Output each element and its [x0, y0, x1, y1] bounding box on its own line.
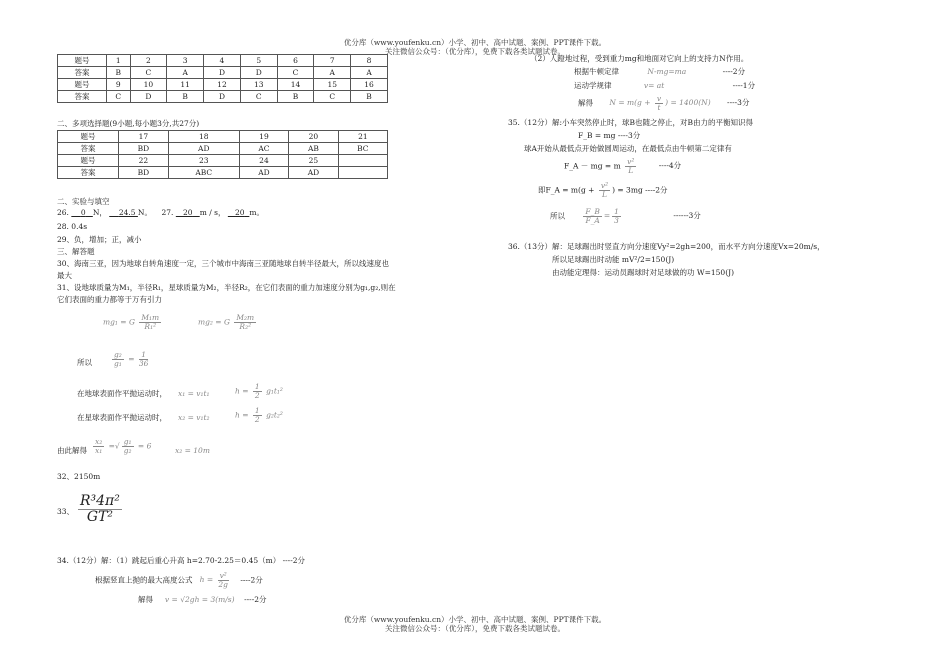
q36-line2: 所以足球踢出时动能 mV²/2=150(J): [552, 255, 675, 264]
solve-result-label: 由此解得: [57, 446, 87, 455]
table-cell: 10: [130, 79, 167, 91]
table-cell: B: [107, 67, 131, 79]
star-throw-label: 在星球表面作平抛运动时，: [77, 413, 167, 422]
q35-fa-result: 即F_A = m(g + $\frac{\text{v²}}{L}$ ) = 3mg ----2分: [538, 181, 668, 199]
table-cell: 20: [289, 131, 338, 143]
q26-unit2: N。: [137, 208, 152, 217]
table-cell: 24: [239, 155, 288, 167]
formula-g-ratio: $\frac{\text{g₂}}{\text{g₁}}$ = $\frac{1}{36}$: [114, 350, 149, 368]
q26-answer-b: 24.5: [118, 208, 136, 217]
q26-answer-a: 0: [80, 208, 86, 217]
table-row-header: 题号: [58, 79, 107, 91]
q26-27-line: [57, 208, 264, 217]
page-footer-line1: 优分库（www.youfenku.cn）小学、初中、高中试题、案例、PPT课件下载。: [343, 615, 607, 624]
table-cell: AD: [239, 167, 288, 179]
table-row: [58, 155, 388, 167]
table-cell: D: [130, 91, 167, 103]
q33-label: 33、: [57, 507, 75, 516]
table-cell: 19: [239, 131, 288, 143]
page-header-line2: 关注微信公众号：（优分库），免费下载各类试题试卷。: [385, 47, 565, 56]
table-cell: 4: [204, 55, 241, 67]
table-row: [58, 79, 388, 91]
table-cell: B: [167, 91, 204, 103]
table-cell: 17: [119, 131, 169, 143]
q30-line1: 30、海南三亚，因为地球自转角速度一定，三个城市中海南三亚随地球自转半径最大，所以线速度也: [57, 259, 390, 268]
formula-x-ratio: $\frac{\text{x₂}}{\text{x₁}}$ =√ $\frac{\text{g₁}}{\text{g₂}}$ = 6: [95, 437, 152, 455]
formula-mg1: mg₁ = G $\frac{\text{M₁m}}{\text{R₁²}}$: [103, 313, 160, 331]
star-h-formula: h = $\frac{1}{2}$ g₂t₂²: [235, 406, 283, 424]
q26-unit1: N，: [92, 208, 107, 217]
table-row: [58, 143, 388, 155]
table-cell: D: [240, 67, 277, 79]
table-cell: 1: [107, 55, 131, 67]
q35-fb: F_B = mg ----3分: [578, 131, 641, 140]
q35-line2: 球A开始从最低点开始做圆周运动，在最低点由牛顿第二定律有: [524, 144, 732, 153]
table-cell: 9: [107, 79, 131, 91]
star-x-formula: x₂ = v₁t₂: [178, 413, 210, 422]
q27-answer-b: 20: [235, 208, 245, 217]
table-row-header: 题号: [58, 131, 119, 143]
table-cell: [338, 155, 387, 167]
table-cell: 12: [204, 79, 241, 91]
q32-answer: 32、2150m: [57, 472, 101, 481]
so-label: 所以: [77, 358, 92, 367]
earth-throw-label: 在地球表面作平抛运动时，: [77, 389, 167, 398]
formula-mg2: mg₂ = G $\frac{\text{M₂m}}{\text{R₂²}}$: [198, 313, 255, 331]
table-row-header: 题号: [58, 55, 107, 67]
table-cell: 23: [168, 155, 239, 167]
table-cell: AD: [168, 143, 239, 155]
table-cell: AC: [239, 143, 288, 155]
table-cell: A: [351, 67, 388, 79]
newton-law-line: 根据牛顿定律 N-mg=ma ----2分: [574, 67, 746, 76]
q35-ratio: 所以 $\frac{F\_B}{F\_A}$ = $\frac{1}{3}$ ------3分: [550, 207, 701, 225]
q35-line1: 35.（12分）解:小车突然停止时，球B也随之停止，对B由力的平衡知识得: [508, 118, 754, 127]
formula-x2: x₂ = 10m: [175, 446, 210, 455]
q27-unit2: m。: [249, 208, 264, 217]
table-row-header: 答案: [58, 91, 107, 103]
q34-line3: 解得 v = √2gh = 3(m/s) ----2分: [138, 595, 267, 604]
table-cell: 5: [240, 55, 277, 67]
table-cell: AB: [289, 143, 338, 155]
table-cell: 3: [167, 55, 204, 67]
q36-line1: 36.（13分）解：足球踢出时竖直方向分速度Vy²=2gh=200，而水平方向分速度Vx=20m/s，: [508, 242, 825, 251]
table-cell: 13: [240, 79, 277, 91]
q27-unit1: m / s，: [199, 208, 226, 217]
q34-line2: 根据竖直上抛的最大高度公式 h = $\frac{\text{v²}}{2g}$ ----2分: [95, 571, 263, 589]
table-cell: 15: [314, 79, 351, 91]
solve-n-line: 解得 N = m(g + $\frac{v}{t}$ ) = 1400(N) ----3分: [578, 94, 750, 112]
q29-answer: 29、负，增加；正，减小: [57, 235, 142, 244]
table-row: [58, 131, 388, 143]
experiment-title: 二、实验与填空: [57, 197, 110, 206]
table-cell: 16: [351, 79, 388, 91]
table-cell: B: [277, 91, 314, 103]
table-cell: C: [130, 67, 167, 79]
table-cell: AD: [289, 167, 338, 179]
q27-label: 27.: [161, 208, 174, 217]
multi-choice-answer-table: [57, 130, 388, 179]
table-row: [58, 91, 388, 103]
q36-line3: 由动能定理得：运动员踢球时对足球做的功 W=150(J): [552, 268, 735, 277]
table-row: [58, 67, 388, 79]
table-cell: C: [240, 91, 277, 103]
table-cell: C: [277, 67, 314, 79]
table-cell: 7: [314, 55, 351, 67]
table-cell: 25: [289, 155, 338, 167]
table-cell: 22: [119, 155, 169, 167]
table-cell: A: [314, 67, 351, 79]
table-cell: 6: [277, 55, 314, 67]
q26-label: 26.: [57, 208, 69, 217]
table-cell: 2: [130, 55, 167, 67]
table-row: [58, 167, 388, 179]
table-cell: C: [314, 91, 351, 103]
table-cell: A: [167, 67, 204, 79]
q35-fa-eq: F_A － mg = m $\frac{\text{v²}}{L}$ ----4分: [564, 157, 682, 175]
table-row-header: 答案: [58, 167, 119, 179]
single-choice-answer-table: [57, 54, 388, 103]
table-cell: ABC: [168, 167, 239, 179]
table-cell: BD: [119, 143, 169, 155]
table-row-header: 答案: [58, 67, 107, 79]
page-header-line1: 优分库（www.youfenku.cn）小学、初中、高中试题、案例、PPT课件下载。: [343, 38, 607, 47]
table-cell: 11: [167, 79, 204, 91]
solve-title: 三、解答题: [57, 247, 95, 256]
page-footer-line2: 关注微信公众号：（优分库），免费下载各类试题试卷。: [385, 624, 565, 633]
earth-x-formula: x₁ = v₁t₁: [178, 389, 210, 398]
q34-line1: 34.（12分）解：（1）跳起后重心升高 h=2.70-2.25＝0.45（m） ----2分: [57, 556, 306, 565]
table-row: [58, 55, 388, 67]
q28-answer: 28. 0.4s: [57, 222, 88, 231]
table-cell: B: [351, 91, 388, 103]
q31-line1: 31、设地球质量为M₁，半径R₁，星球质量为M₂，半径R₂，在它们表面的重力加速度分别为g₁,g₂,则在: [57, 283, 396, 292]
multi-choice-title: 二、多项选择题(9小题,每小题3分,共27分): [57, 119, 200, 128]
table-cell: 21: [338, 131, 387, 143]
table-cell: 18: [168, 131, 239, 143]
kinematics-line: 运动学规律 v= at ----1分: [574, 81, 756, 90]
q27-answer-a: 20: [183, 208, 193, 217]
table-cell: BD: [119, 167, 169, 179]
table-cell: 14: [277, 79, 314, 91]
q30-line2: 最大: [57, 271, 72, 280]
table-cell: [338, 167, 387, 179]
table-cell: D: [204, 91, 241, 103]
table-cell: C: [107, 91, 131, 103]
table-cell: 8: [351, 55, 388, 67]
table-row-header: 答案: [58, 143, 119, 155]
table-row-header: 题号: [58, 155, 119, 167]
table-cell: D: [204, 67, 241, 79]
earth-h-formula: h = $\frac{1}{2}$ g₁t₁²: [235, 382, 283, 400]
q34-part2: （2）人蹬地过程，受到重力mg和地面对它向上的支持力N作用。: [530, 54, 749, 63]
table-cell: BC: [338, 143, 387, 155]
q33-formula: $\frac{\text{R³4π²}}{\text{GT²}}$: [80, 493, 120, 525]
q31-line2: 它们表面的重力都等于万有引力: [57, 295, 162, 304]
